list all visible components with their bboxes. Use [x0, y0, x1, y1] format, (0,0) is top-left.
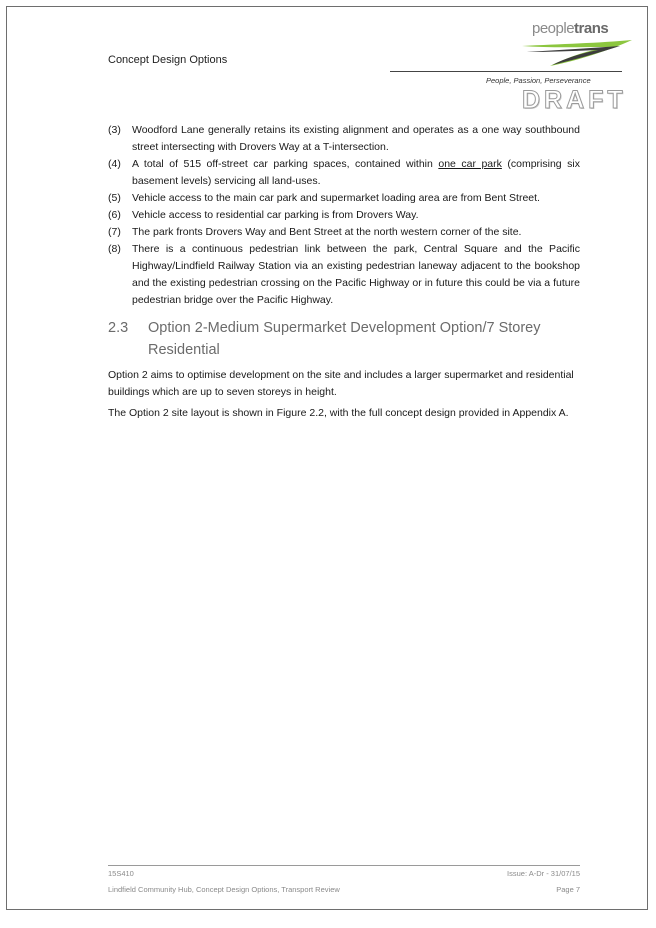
body-paragraph: Option 2 aims to optimise development on the site and includes a larger supermarket and residential buildings which are up to seven storeys in height.: [108, 369, 574, 398]
list-item-number: (7): [108, 226, 121, 238]
footer-divider: [108, 865, 580, 866]
list-item: [108, 241, 580, 309]
list-item-number: (6): [108, 209, 121, 221]
footer-page-number: Page 7: [556, 885, 580, 894]
draft-watermark: DRAFT: [522, 86, 627, 114]
list-item-number: (3): [108, 124, 121, 136]
document-header-title: Concept Design Options: [108, 54, 228, 66]
list-item-number: (5): [108, 192, 121, 204]
numbered-list: [108, 122, 580, 309]
list-item-text: The park fronts Drovers Way and Bent Street at the north western corner of the site.: [132, 226, 522, 238]
logo-swoosh-icon: [520, 38, 634, 68]
list-item-number: (8): [108, 243, 121, 255]
list-item: [108, 224, 580, 241]
section-number: 2.3: [108, 320, 129, 336]
main-content: [108, 122, 580, 426]
body-paragraph: The Option 2 site layout is shown in Figure 2.2, with the full concept design provided in Appendix A.: [108, 407, 569, 419]
list-item-text-part: A total of 515 off-street car parking spaces, contained within: [132, 158, 439, 170]
footer-issue: Issue: A-Dr - 31/07/15: [507, 869, 580, 878]
list-item-text: Vehicle access to the main car park and supermarket loading area are from Bent Street.: [132, 192, 540, 204]
list-item: [108, 207, 580, 224]
peopletrans-logo: [520, 16, 634, 72]
list-item: [108, 122, 580, 156]
list-item: [108, 156, 580, 190]
footer-job-number: 15S410: [108, 869, 134, 878]
list-item-text: There is a continuous pedestrian link between the park, Central Square and the Pacific Highway/Lindfield Railway Station via an existing pedestrian laneway adjacent to the bookshop and the existing pedestrian crossing on the Pacific Highway or in future this could be via a future pedestrian bridge over the Pacific Highway.: [132, 243, 580, 306]
logo-wordmark: [532, 20, 608, 37]
section-heading: [108, 317, 580, 361]
section-title: Option 2-Medium Supermarket Development Option/7 Storey Residential: [148, 320, 541, 358]
list-item-text: Vehicle access to residential car parking is from Drovers Way.: [132, 209, 419, 221]
list-item-text: Woodford Lane generally retains its existing alignment and operates as a one way southbound street intersecting with Drovers Way at a T-intersection.: [132, 124, 580, 153]
list-item-number: (4): [108, 158, 121, 170]
list-item-text: [132, 156, 580, 190]
footer-document-name: Lindfield Community Hub, Concept Design Options, Transport Review: [108, 885, 340, 894]
logo-text-light: people: [532, 20, 575, 37]
underlined-phrase: one car park: [438, 158, 502, 170]
logo-text-bold: trans: [574, 20, 609, 37]
company-tagline: People, Passion, Perseverance: [486, 76, 591, 85]
list-item-text-part: (comprising six basement levels) servicing all land-uses.: [132, 158, 580, 187]
list-item: [108, 190, 580, 207]
